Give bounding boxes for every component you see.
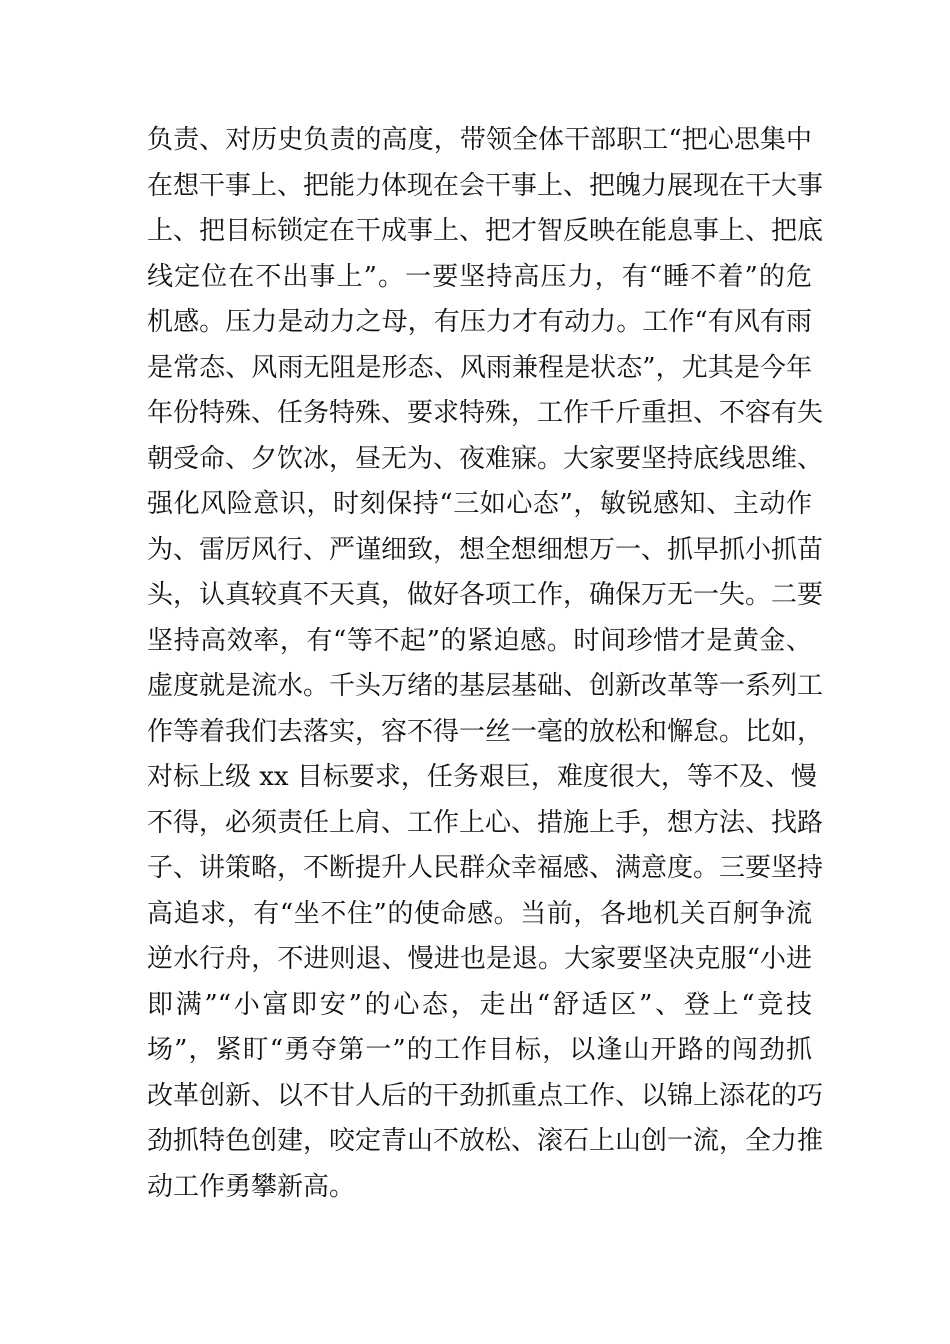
text-line: 坚持高效率，有“等不起”的紧迫感。时间珍惜才是黄金、 — [147, 625, 812, 656]
text-line: 改革创新、以不甘人后的干劲抓重点工作、以锦上添花的巧 — [147, 1080, 824, 1111]
text-line: 作等着我们去落实，容不得一丝一毫的放松和懈怠。比如， — [147, 716, 824, 747]
text-line: 朝受命、夕饮冰，昼无为、夜难寐。大家要坚持底线思维、 — [147, 443, 824, 474]
text-line: 劲抓特色创建，咬定青山不放松、滚石上山创一流，全力推 — [147, 1126, 824, 1156]
text-line: 对标上级 xx 目标要求，任务艰巨，难度很大，等不及、慢 — [147, 762, 817, 792]
text-line: 动工作勇攀新高。 — [147, 1171, 356, 1202]
text-line: 在想干事上、把能力体现在会干事上、把魄力展现在干大事 — [147, 170, 824, 201]
text-line: 强化风险意识，时刻保持“三如心态”，敏锐感知、主动作 — [147, 489, 812, 519]
text-line: 不得，必须责任上肩、工作上心、措施上手，想方法、找路 — [147, 807, 824, 838]
text-line: 机感。压力是动力之母，有压力才有动力。工作“有风有雨 — [147, 307, 812, 337]
text-line: 逆水行舟，不进则退、慢进也是退。大家要坚决克服“小进 — [147, 944, 812, 974]
text-line: 为、雷厉风行、严谨细致，想全想细想万一、抓早抓小抓苗 — [147, 534, 824, 565]
text-line: 上、把目标锁定在干成事上、把才智反映在能息事上、把底 — [147, 216, 824, 246]
text-line: 场”，紧盯“勇夺第一”的工作目标，以逢山开路的闯劲抓 — [147, 1035, 812, 1065]
text-line: 头，认真较真不天真，做好各项工作，确保万无一失。二要 — [147, 580, 824, 610]
text-line: 线定位在不出事上”。一要坚持高压力，有“睡不着”的危 — [147, 261, 812, 292]
text-line: 即满”“小富即安”的心态，走出“舒适区”、登上“竞技 — [147, 989, 812, 1020]
text-line: 是常态、风雨无阻是形态、风雨兼程是状态”，尤其是今年 — [147, 352, 812, 383]
body-text — [147, 118, 824, 1210]
text-line: 高追求，有“坐不住”的使命感。当前，各地机关百舸争流 — [147, 898, 812, 929]
text-line: 子、讲策略，不断提升人民群众幸福感、满意度。三要坚持 — [147, 853, 824, 883]
text-line: 年份特殊、任务特殊、要求特殊，工作千斤重担、不容有失 — [147, 398, 824, 428]
text-line: 负责、对历史负责的高度，带领全体干部职工“把心思集中 — [147, 125, 812, 155]
text-line: 虚度就是流水。千头万绪的基层基础、创新改革等一系列工 — [147, 671, 824, 701]
